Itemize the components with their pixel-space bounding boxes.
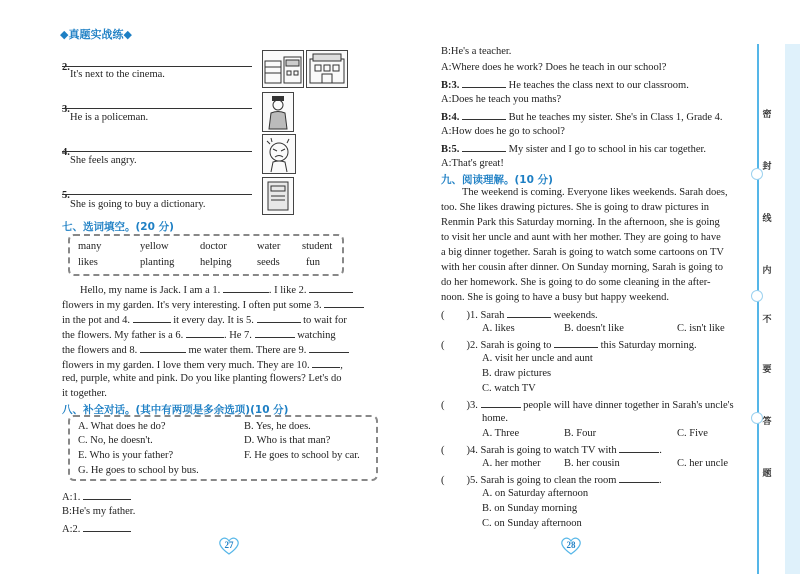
dialogue-line: A:How does he go to school?: [441, 126, 565, 137]
answer-choice[interactable]: B. Four: [564, 428, 597, 439]
seal-char: 封: [762, 162, 772, 172]
reading-line: with her cousin after dinner. On Sunday morning, Sarah is going to: [441, 262, 723, 273]
page-number: 27: [217, 537, 241, 555]
word-option: likes: [78, 257, 98, 268]
answer-choice[interactable]: B. her cousin: [564, 458, 620, 469]
dialogue-option: D. Who is that man?: [244, 435, 331, 446]
blank-field[interactable]: [309, 283, 353, 293]
reading-line: Renmin Park this Saturday morning. In the afternoon, she is going: [441, 217, 720, 228]
right-page: [400, 0, 800, 576]
answer-choice[interactable]: A. likes: [482, 323, 515, 334]
answer-choice[interactable]: B. on Sunday morning: [482, 503, 578, 514]
dialogue-line: A:Does he teach you maths?: [441, 94, 562, 105]
section-title: 九、阅读理解。(10 分): [441, 174, 553, 186]
blank-field[interactable]: [309, 343, 349, 353]
passage-line: the flowers and 8. me water them. There are 9.: [62, 343, 349, 356]
answer-choice[interactable]: C. Five: [677, 428, 708, 439]
passage-line: red, purple, white and pink. Do you like planting flowers? Let's do: [62, 373, 342, 384]
question-number: 4.: [62, 147, 70, 158]
blank-field[interactable]: [83, 522, 131, 532]
section-title: 七、选词填空。(20 分): [62, 221, 174, 233]
blank-field[interactable]: [481, 398, 521, 408]
question-number: 5.: [62, 190, 70, 201]
blank-field[interactable]: [462, 78, 506, 88]
passage-line: Hello, my name is Jack. I am a 1. . I like 2.: [80, 283, 353, 296]
passage-line: flowers in my garden. It's very interesting. I often put some 3.: [62, 298, 364, 311]
reading-line: The weekend is coming. Everyone likes weekends. Sarah does,: [462, 187, 728, 198]
blank-field[interactable]: [186, 328, 224, 338]
reading-line: a big dinner together. Sarah is going to watch some cartoons on TV: [441, 247, 724, 258]
seal-char: 密: [762, 110, 772, 120]
answer-choice[interactable]: A. Three: [482, 428, 520, 439]
header-tag: ◆真题实战练◆: [60, 28, 132, 41]
blank-field[interactable]: [462, 142, 506, 152]
blank-field[interactable]: [619, 473, 659, 483]
seal-char: 要: [762, 365, 772, 375]
passage-line: in the pot and 4. it every day. It is 5. to wait for: [62, 315, 347, 326]
answer-line[interactable]: [62, 108, 252, 109]
reading-line: noon. She is going to have a busy but happy weekend.: [441, 292, 670, 303]
option-box: [68, 415, 378, 481]
word-option: seeds: [257, 257, 280, 268]
seal-char: 题: [762, 469, 772, 479]
answer-choice[interactable]: C. isn't like: [677, 323, 725, 334]
answer-line[interactable]: [62, 151, 252, 152]
reading-line: too. She likes drawing pictures. She is going to draw pictures in: [441, 202, 710, 213]
question-stem: ( )1. Sarah weekends.: [441, 310, 598, 321]
question-stem: ( )3. people will have dinner together in Sarah's uncle's: [441, 400, 734, 411]
seal-char: 答: [762, 417, 772, 427]
question-hint: She feels angry.: [70, 155, 137, 166]
answer-choice[interactable]: C. watch TV: [482, 383, 536, 394]
reading-line: to visit her uncle and aunt with her mother. They are going to have: [441, 232, 721, 243]
dictionary-illustration: [262, 177, 294, 215]
word-bank: [68, 234, 344, 276]
angry-girl-illustration: [262, 134, 296, 174]
blank-field[interactable]: [554, 338, 598, 348]
dialogue-line: B:He's a teacher.: [441, 46, 512, 57]
question-stem: ( )4. Sarah is going to watch TV with .: [441, 445, 662, 456]
blank-field[interactable]: [507, 308, 551, 318]
question-stem: ( )2. Sarah is going to this Saturday morning.: [441, 340, 697, 351]
section-title: 八、补全对话。(其中有两项是多余选项)(10 分): [62, 404, 289, 416]
blank-field[interactable]: [140, 343, 186, 353]
question-hint: She is going to buy a dictionary.: [70, 199, 206, 210]
answer-line[interactable]: [62, 66, 252, 67]
dialogue-option: B. Yes, he does.: [244, 421, 311, 432]
seal-char: 线: [762, 214, 772, 224]
seal-char: 内: [762, 266, 772, 276]
blank-field[interactable]: [312, 358, 340, 368]
question-hint: It's next to the cinema.: [70, 69, 165, 80]
passage-line: it together.: [62, 388, 107, 399]
question-hint: He is a policeman.: [70, 112, 149, 123]
cinema-illustration: [306, 50, 348, 88]
dialogue-line: A:Where does he work? Does he teach in our school?: [441, 62, 667, 73]
buildings-illustration: [262, 50, 304, 88]
dialogue-line: A:2.: [62, 522, 131, 535]
blank-field[interactable]: [462, 110, 506, 120]
dialogue-option: F. He goes to school by car.: [244, 450, 360, 461]
dialogue-option: E. Who is your father?: [78, 450, 174, 461]
seal-char: 不: [762, 315, 772, 325]
answer-choice[interactable]: C. on Sunday afternoon: [482, 518, 582, 529]
dialogue-line: A:That's great!: [441, 158, 504, 169]
passage-line: the flowers. My father is a 6. . He 7. watching: [62, 330, 336, 341]
question-number: 2.: [62, 62, 70, 73]
margin-strip: [785, 44, 800, 574]
word-option: student: [302, 241, 333, 252]
question-stem: ( )5. Sarah is going to clean the room .: [441, 475, 662, 486]
blank-field[interactable]: [133, 313, 171, 323]
word-option: fun: [306, 257, 320, 268]
policeman-illustration: [262, 92, 294, 132]
dialogue-line: B:He's my father.: [62, 506, 136, 517]
answer-line[interactable]: [62, 194, 252, 195]
page-number: 28: [559, 537, 583, 555]
seal-line: [757, 44, 777, 574]
word-option: helping: [200, 257, 232, 268]
word-option: yellow: [140, 241, 169, 252]
word-option: planting: [140, 257, 175, 268]
dialogue-line: A:1.: [62, 490, 131, 503]
answer-choice[interactable]: B. doesn't like: [564, 323, 624, 334]
question-stem-cont: home.: [482, 413, 508, 424]
word-option: water: [257, 241, 281, 252]
passage-line: flowers in my garden. I love them very much. They are 10. ,: [62, 360, 343, 371]
reading-line: do her homework. She is going to do some cleaning in the after-: [441, 277, 711, 288]
answer-choice[interactable]: A. her mother: [482, 458, 541, 469]
word-option: doctor: [200, 241, 227, 252]
binding-hole-icon: [751, 290, 763, 302]
word-option: many: [78, 241, 102, 252]
dialogue-option: C. No, he doesn't.: [78, 435, 153, 446]
question-number: 3.: [62, 104, 70, 115]
blank-field[interactable]: [83, 490, 131, 500]
blank-field[interactable]: [255, 328, 295, 338]
answer-choice[interactable]: A. visit her uncle and aunt: [482, 353, 593, 364]
blank-field[interactable]: [619, 443, 659, 453]
blank-field[interactable]: [324, 298, 364, 308]
dialogue-line: B:4. But he teaches my sister. She's in Class 1, Grade 4.: [441, 112, 723, 123]
dialogue-line: B:3. He teaches the class next to our classroom.: [441, 80, 689, 91]
answer-choice[interactable]: C. her uncle: [677, 458, 729, 469]
answer-choice[interactable]: A. on Saturday afternoon: [482, 488, 589, 499]
blank-field[interactable]: [257, 313, 301, 323]
blank-field[interactable]: [223, 283, 269, 293]
dialogue-option: G. He goes to school by bus.: [78, 465, 199, 476]
dialogue-option: A. What does he do?: [78, 421, 166, 432]
dialogue-line: B:5. My sister and I go to school in his car together.: [441, 144, 707, 155]
answer-choice[interactable]: B. draw pictures: [482, 368, 552, 379]
